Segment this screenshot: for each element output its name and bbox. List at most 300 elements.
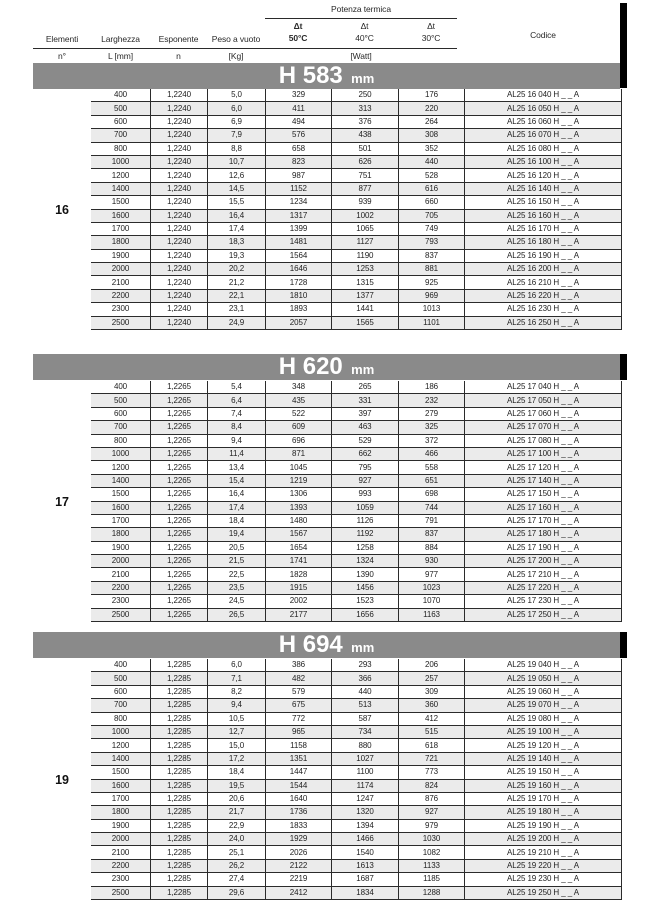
watt-50-cell: 435 <box>265 394 331 406</box>
peso-cell: 24,0 <box>207 833 265 845</box>
potenza-group-rule <box>265 18 457 19</box>
esponente-cell: 1,2240 <box>150 250 207 262</box>
peso-cell: 8,8 <box>207 143 265 155</box>
larghezza-cell: 2100 <box>111 847 130 857</box>
watt-40-cell: 751 <box>331 169 398 181</box>
table-row <box>91 820 621 833</box>
watt-40-cell: 1565 <box>331 317 398 329</box>
col-header-peso-a-vuoto: Peso a vuoto <box>211 34 261 44</box>
watt-30-cell: 264 <box>398 116 464 128</box>
section-bar-h694 <box>33 632 620 658</box>
watt-30-cell: 705 <box>398 210 464 222</box>
element-count-label: 19 <box>55 772 69 787</box>
section-title: H 694 <box>278 631 343 658</box>
table-row <box>91 169 621 182</box>
watt-50-cell: 1564 <box>265 250 331 262</box>
esponente-cell: 1,2265 <box>150 502 207 514</box>
watt-50-cell: 609 <box>265 421 331 433</box>
table-row <box>91 236 621 249</box>
codice-cell: AL25 16 180 H _ _ A <box>464 236 621 248</box>
codice-cell: AL25 16 140 H _ _ A <box>464 183 621 195</box>
codice-cell: AL25 17 210 H _ _ A <box>464 568 621 580</box>
watt-40-cell: 1190 <box>331 250 398 262</box>
larghezza-cell: 2500 <box>111 317 130 327</box>
codice-cell: AL25 17 230 H _ _ A <box>464 595 621 607</box>
peso-cell: 7,1 <box>207 672 265 684</box>
watt-40-cell: 1441 <box>331 303 398 315</box>
esponente-cell: 1,2285 <box>150 806 207 818</box>
table-row <box>91 582 621 595</box>
table-row <box>91 686 621 699</box>
table-row <box>91 461 621 474</box>
watt-40-cell: 1247 <box>331 793 398 805</box>
peso-cell: 8,2 <box>207 686 265 698</box>
codice-cell: AL25 17 170 H _ _ A <box>464 515 621 527</box>
larghezza-cell: 1800 <box>111 529 130 539</box>
table-row <box>91 116 621 129</box>
larghezza-cell: 2200 <box>111 291 130 301</box>
watt-30-cell: 466 <box>398 448 464 460</box>
peso-cell: 26,5 <box>207 609 265 621</box>
codice-cell: AL25 19 040 H _ _ A <box>464 659 621 671</box>
watt-50-cell: 965 <box>265 726 331 738</box>
watt-50-cell: 1728 <box>265 276 331 288</box>
watt-50-cell: 386 <box>265 659 331 671</box>
codice-cell: AL25 16 210 H _ _ A <box>464 276 621 288</box>
esponente-cell: 1,2240 <box>150 156 207 168</box>
watt-30-cell: 979 <box>398 820 464 832</box>
larghezza-cell: 400 <box>113 90 128 100</box>
watt-40-cell: 397 <box>331 408 398 420</box>
col-unit-peso-a-vuoto: [Kg] <box>228 51 244 61</box>
larghezza-cell: 1800 <box>111 807 130 817</box>
codice-cell: AL25 16 120 H _ _ A <box>464 169 621 181</box>
larghezza-cell: 400 <box>113 660 128 670</box>
larghezza-cell: 1400 <box>111 475 130 485</box>
watt-30-cell: 651 <box>398 475 464 487</box>
codice-cell: AL25 16 060 H _ _ A <box>464 116 621 128</box>
peso-cell: 19,4 <box>207 528 265 540</box>
watt-30-cell: 1030 <box>398 833 464 845</box>
watt-30-cell: 1133 <box>398 860 464 872</box>
peso-cell: 17,2 <box>207 753 265 765</box>
codice-cell: AL25 19 140 H _ _ A <box>464 753 621 765</box>
section-bar-h583 <box>33 63 620 89</box>
watt-30-cell: 773 <box>398 766 464 778</box>
watt-30-cell: 618 <box>398 739 464 751</box>
watt-40-cell: 1027 <box>331 753 398 765</box>
esponente-cell: 1,2240 <box>150 169 207 181</box>
watt-50-cell: 1640 <box>265 793 331 805</box>
watt-50-cell: 411 <box>265 102 331 114</box>
watt-30-cell: 930 <box>398 555 464 567</box>
peso-cell: 23,1 <box>207 303 265 315</box>
peso-cell: 23,5 <box>207 582 265 594</box>
codice-cell: AL25 16 050 H _ _ A <box>464 102 621 114</box>
table-row <box>91 806 621 819</box>
esponente-cell: 1,2265 <box>150 394 207 406</box>
table-row <box>91 502 621 515</box>
larghezza-cell: 2300 <box>111 874 130 884</box>
esponente-cell: 1,2285 <box>150 726 207 738</box>
watt-50-cell: 675 <box>265 699 331 711</box>
codice-cell: AL25 17 190 H _ _ A <box>464 542 621 554</box>
larghezza-cell: 1900 <box>111 820 130 830</box>
codice-cell: AL25 17 140 H _ _ A <box>464 475 621 487</box>
table-row <box>91 102 621 115</box>
table-row <box>91 887 621 900</box>
watt-50-cell: 1828 <box>265 568 331 580</box>
codice-cell: AL25 16 200 H _ _ A <box>464 263 621 275</box>
larghezza-cell: 1600 <box>111 780 130 790</box>
esponente-cell: 1,2265 <box>150 381 207 393</box>
peso-cell: 6,4 <box>207 394 265 406</box>
col-unit-esponente: n <box>176 51 181 61</box>
table-row <box>91 713 621 726</box>
watt-30-cell: 528 <box>398 169 464 181</box>
larghezza-cell: 1500 <box>111 197 130 207</box>
watt-50-cell: 658 <box>265 143 331 155</box>
watt-30-cell: 876 <box>398 793 464 805</box>
codice-cell: AL25 17 070 H _ _ A <box>464 421 621 433</box>
larghezza-cell: 800 <box>113 435 128 445</box>
table-row <box>91 250 621 263</box>
watt-40-cell: 440 <box>331 686 398 698</box>
section-bar-h620 <box>33 354 620 380</box>
larghezza-cell: 700 <box>113 700 128 710</box>
larghezza-cell: 400 <box>113 382 128 392</box>
esponente-cell: 1,2265 <box>150 475 207 487</box>
peso-cell: 9,4 <box>207 699 265 711</box>
larghezza-cell: 1000 <box>111 449 130 459</box>
esponente-cell: 1,2240 <box>150 102 207 114</box>
watt-40-cell: 1315 <box>331 276 398 288</box>
codice-cell: AL25 19 080 H _ _ A <box>464 713 621 725</box>
watt-40-cell: 927 <box>331 475 398 487</box>
larghezza-cell: 800 <box>113 143 128 153</box>
table-row <box>91 488 621 501</box>
table-row <box>91 726 621 739</box>
watt-30-cell: 440 <box>398 156 464 168</box>
esponente-cell: 1,2265 <box>150 515 207 527</box>
watt-50-cell: 329 <box>265 89 331 101</box>
watt-50-cell: 1158 <box>265 739 331 751</box>
watt-40-cell: 1540 <box>331 846 398 858</box>
watt-40-cell: 265 <box>331 381 398 393</box>
larghezza-cell: 1600 <box>111 502 130 512</box>
peso-cell: 16,4 <box>207 488 265 500</box>
esponente-cell: 1,2265 <box>150 595 207 607</box>
peso-cell: 21,5 <box>207 555 265 567</box>
watt-50-cell: 1447 <box>265 766 331 778</box>
watt-30-cell: 309 <box>398 686 464 698</box>
codice-cell: AL25 17 080 H _ _ A <box>464 435 621 447</box>
larghezza-cell: 2300 <box>111 304 130 314</box>
watt-30-cell: 824 <box>398 780 464 792</box>
watt-50-cell: 348 <box>265 381 331 393</box>
watt-30-cell: 1070 <box>398 595 464 607</box>
watt-30-cell: 232 <box>398 394 464 406</box>
watt-40-cell: 1523 <box>331 595 398 607</box>
codice-cell: AL25 19 180 H _ _ A <box>464 806 621 818</box>
col-header-dt40-value: 40°C <box>355 33 374 43</box>
esponente-cell: 1,2240 <box>150 223 207 235</box>
watt-40-cell: 1127 <box>331 236 398 248</box>
watt-50-cell: 2026 <box>265 846 331 858</box>
larghezza-cell: 1900 <box>111 250 130 260</box>
table-row <box>91 408 621 421</box>
watt-50-cell: 1317 <box>265 210 331 222</box>
esponente-cell: 1,2240 <box>150 317 207 329</box>
larghezza-cell: 1700 <box>111 516 130 526</box>
watt-40-cell: 795 <box>331 461 398 473</box>
larghezza-cell: 700 <box>113 422 128 432</box>
codice-cell: AL25 17 220 H _ _ A <box>464 582 621 594</box>
col-header-codice: Codice <box>530 30 556 40</box>
esponente-cell: 1,2265 <box>150 488 207 500</box>
peso-cell: 18,3 <box>207 236 265 248</box>
watt-40-cell: 877 <box>331 183 398 195</box>
watt-50-cell: 1654 <box>265 542 331 554</box>
section-table-h694 <box>91 659 622 900</box>
larghezza-cell: 2200 <box>111 861 130 871</box>
watt-50-cell: 576 <box>265 129 331 141</box>
col-unit-larghezza: L [mm] <box>107 51 134 61</box>
peso-cell: 6,0 <box>207 102 265 114</box>
watt-40-cell: 880 <box>331 739 398 751</box>
watt-40-cell: 1320 <box>331 806 398 818</box>
watt-40-cell: 1613 <box>331 860 398 872</box>
watt-30-cell: 793 <box>398 236 464 248</box>
watt-50-cell: 1929 <box>265 833 331 845</box>
watt-40-cell: 939 <box>331 196 398 208</box>
codice-cell: AL25 16 190 H _ _ A <box>464 250 621 262</box>
table-row <box>91 276 621 289</box>
element-count-label: 17 <box>55 494 69 509</box>
watt-30-cell: 308 <box>398 129 464 141</box>
peso-cell: 26,2 <box>207 860 265 872</box>
watt-50-cell: 772 <box>265 713 331 725</box>
codice-cell: AL25 19 200 H _ _ A <box>464 833 621 845</box>
peso-cell: 27,4 <box>207 873 265 885</box>
watt-30-cell: 558 <box>398 461 464 473</box>
watt-50-cell: 2219 <box>265 873 331 885</box>
watt-40-cell: 1059 <box>331 502 398 514</box>
table-row <box>91 303 621 316</box>
watt-30-cell: 884 <box>398 542 464 554</box>
peso-cell: 24,9 <box>207 317 265 329</box>
table-row <box>91 381 621 394</box>
watt-40-cell: 626 <box>331 156 398 168</box>
esponente-cell: 1,2240 <box>150 210 207 222</box>
watt-30-cell: 977 <box>398 568 464 580</box>
codice-cell: AL25 19 100 H _ _ A <box>464 726 621 738</box>
table-row <box>91 223 621 236</box>
peso-cell: 5,0 <box>207 89 265 101</box>
table-row <box>91 739 621 752</box>
esponente-cell: 1,2265 <box>150 555 207 567</box>
table-row <box>91 435 621 448</box>
watt-30-cell: 279 <box>398 408 464 420</box>
table-row <box>91 129 621 142</box>
watt-30-cell: 791 <box>398 515 464 527</box>
table-row <box>91 515 621 528</box>
col-header-dt30-value: 30°C <box>421 33 441 43</box>
section-title: H 583 <box>278 62 343 89</box>
peso-cell: 22,9 <box>207 820 265 832</box>
watt-50-cell: 1234 <box>265 196 331 208</box>
watt-40-cell: 313 <box>331 102 398 114</box>
esponente-cell: 1,2285 <box>150 713 207 725</box>
watt-50-cell: 494 <box>265 116 331 128</box>
watt-50-cell: 1219 <box>265 475 331 487</box>
larghezza-cell: 2000 <box>111 556 130 566</box>
larghezza-cell: 1700 <box>111 794 130 804</box>
codice-cell: AL25 19 070 H _ _ A <box>464 699 621 711</box>
watt-40-cell: 1656 <box>331 609 398 621</box>
watt-40-cell: 1687 <box>331 873 398 885</box>
codice-cell: AL25 16 230 H _ _ A <box>464 303 621 315</box>
section-title-unit: mm <box>351 71 375 86</box>
codice-cell: AL25 19 170 H _ _ A <box>464 793 621 805</box>
watt-30-cell: 969 <box>398 290 464 302</box>
watt-30-cell: 660 <box>398 196 464 208</box>
table-row <box>91 659 621 672</box>
larghezza-cell: 1000 <box>111 157 130 167</box>
peso-cell: 19,5 <box>207 780 265 792</box>
table-row <box>91 833 621 846</box>
codice-cell: AL25 19 050 H _ _ A <box>464 672 621 684</box>
col-header-dt40-symbol: Δt <box>360 21 369 31</box>
codice-cell: AL25 19 230 H _ _ A <box>464 873 621 885</box>
watt-50-cell: 2057 <box>265 317 331 329</box>
watt-50-cell: 1646 <box>265 263 331 275</box>
watt-30-cell: 881 <box>398 263 464 275</box>
peso-cell: 20,5 <box>207 542 265 554</box>
peso-cell: 10,5 <box>207 713 265 725</box>
esponente-cell: 1,2285 <box>150 699 207 711</box>
watt-30-cell: 744 <box>398 502 464 514</box>
watt-50-cell: 482 <box>265 672 331 684</box>
esponente-cell: 1,2240 <box>150 196 207 208</box>
peso-cell: 7,9 <box>207 129 265 141</box>
peso-cell: 16,4 <box>207 210 265 222</box>
watt-30-cell: 1163 <box>398 609 464 621</box>
peso-cell: 15,0 <box>207 739 265 751</box>
watt-30-cell: 257 <box>398 672 464 684</box>
codice-cell: AL25 16 150 H _ _ A <box>464 196 621 208</box>
esponente-cell: 1,2265 <box>150 542 207 554</box>
esponente-cell: 1,2240 <box>150 129 207 141</box>
watt-30-cell: 176 <box>398 89 464 101</box>
watt-40-cell: 662 <box>331 448 398 460</box>
table-row <box>91 317 621 330</box>
watt-40-cell: 1466 <box>331 833 398 845</box>
esponente-cell: 1,2240 <box>150 263 207 275</box>
esponente-cell: 1,2240 <box>150 89 207 101</box>
col-unit-watt: [Watt] <box>350 51 372 61</box>
peso-cell: 6,9 <box>207 116 265 128</box>
watt-30-cell: 616 <box>398 183 464 195</box>
watt-40-cell: 993 <box>331 488 398 500</box>
esponente-cell: 1,2265 <box>150 435 207 447</box>
watt-30-cell: 1013 <box>398 303 464 315</box>
codice-cell: AL25 19 190 H _ _ A <box>464 820 621 832</box>
watt-30-cell: 186 <box>398 381 464 393</box>
peso-cell: 7,4 <box>207 408 265 420</box>
larghezza-cell: 1800 <box>111 237 130 247</box>
peso-cell: 6,0 <box>207 659 265 671</box>
codice-cell: AL25 17 040 H _ _ A <box>464 381 621 393</box>
codice-cell: AL25 16 160 H _ _ A <box>464 210 621 222</box>
larghezza-cell: 1200 <box>111 170 130 180</box>
watt-30-cell: 372 <box>398 435 464 447</box>
larghezza-cell: 1600 <box>111 210 130 220</box>
esponente-cell: 1,2285 <box>150 659 207 671</box>
codice-cell: AL25 19 220 H _ _ A <box>464 860 621 872</box>
esponente-cell: 1,2285 <box>150 739 207 751</box>
table-row <box>91 793 621 806</box>
esponente-cell: 1,2285 <box>150 793 207 805</box>
table-row <box>91 753 621 766</box>
watt-30-cell: 837 <box>398 250 464 262</box>
codice-cell: AL25 16 070 H _ _ A <box>464 129 621 141</box>
page-edge-marker-top <box>620 3 627 88</box>
watt-50-cell: 1736 <box>265 806 331 818</box>
watt-30-cell: 837 <box>398 528 464 540</box>
watt-40-cell: 1258 <box>331 542 398 554</box>
table-row <box>91 846 621 859</box>
esponente-cell: 1,2285 <box>150 833 207 845</box>
watt-30-cell: 412 <box>398 713 464 725</box>
table-row <box>91 421 621 434</box>
col-header-dt30-symbol: Δt <box>427 21 435 31</box>
watt-50-cell: 579 <box>265 686 331 698</box>
esponente-cell: 1,2240 <box>150 183 207 195</box>
element-count-label: 16 <box>55 202 69 217</box>
codice-cell: AL25 19 120 H _ _ A <box>464 739 621 751</box>
table-row <box>91 873 621 886</box>
watt-40-cell: 587 <box>331 713 398 725</box>
peso-cell: 8,4 <box>207 421 265 433</box>
watt-40-cell: 1394 <box>331 820 398 832</box>
esponente-cell: 1,2240 <box>150 236 207 248</box>
codice-cell: AL25 17 060 H _ _ A <box>464 408 621 420</box>
larghezza-cell: 700 <box>113 130 128 140</box>
peso-cell: 20,6 <box>207 793 265 805</box>
watt-40-cell: 366 <box>331 672 398 684</box>
table-row <box>91 542 621 555</box>
col-unit-elementi: n° <box>58 51 66 61</box>
watt-30-cell: 360 <box>398 699 464 711</box>
watt-40-cell: 529 <box>331 435 398 447</box>
larghezza-cell: 2000 <box>111 264 130 274</box>
larghezza-cell: 500 <box>113 103 128 113</box>
peso-cell: 17,4 <box>207 502 265 514</box>
larghezza-cell: 2500 <box>111 887 130 897</box>
watt-40-cell: 1065 <box>331 223 398 235</box>
larghezza-cell: 1400 <box>111 183 130 193</box>
page-edge-marker-section3 <box>620 632 627 658</box>
larghezza-cell: 600 <box>113 686 128 696</box>
esponente-cell: 1,2240 <box>150 116 207 128</box>
esponente-cell: 1,2285 <box>150 860 207 872</box>
larghezza-cell: 1200 <box>111 740 130 750</box>
table-row <box>91 595 621 608</box>
codice-cell: AL25 16 080 H _ _ A <box>464 143 621 155</box>
watt-50-cell: 1481 <box>265 236 331 248</box>
esponente-cell: 1,2285 <box>150 820 207 832</box>
